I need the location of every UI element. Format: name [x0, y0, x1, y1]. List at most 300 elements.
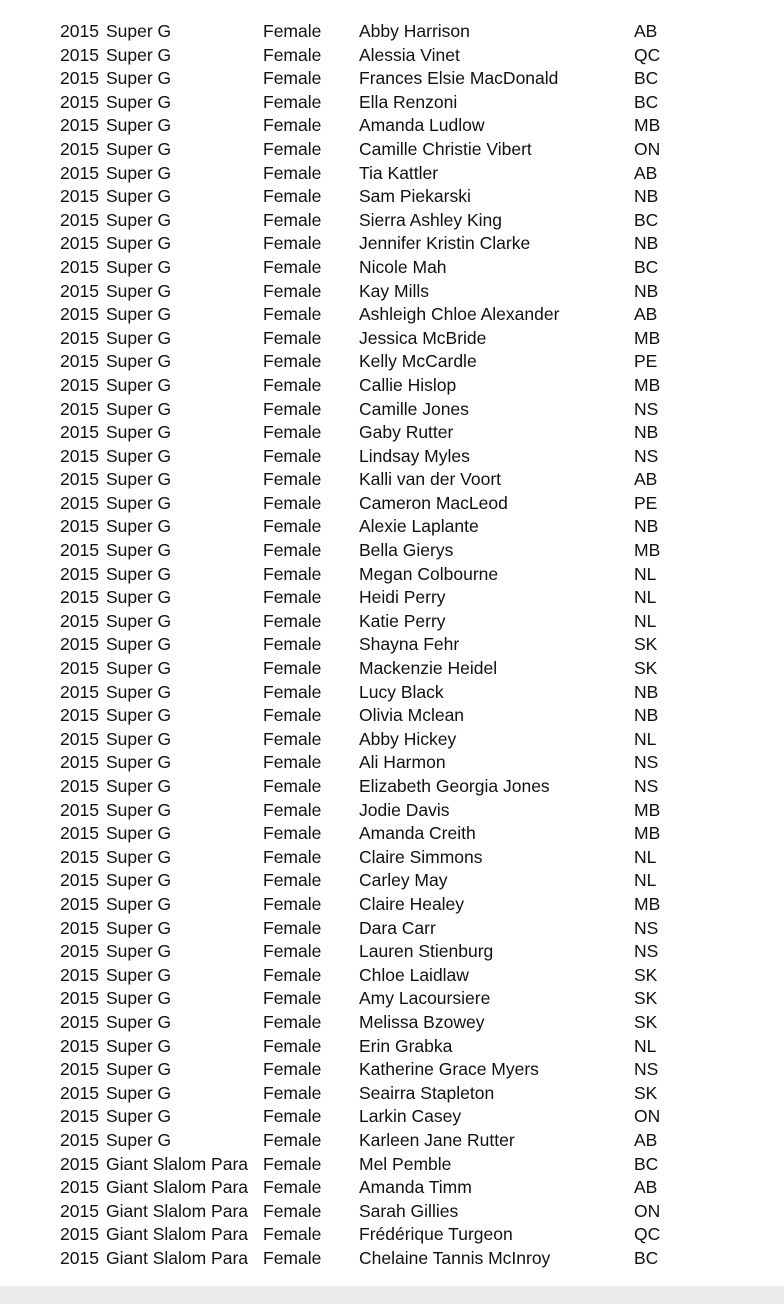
gender-cell: Female	[263, 162, 322, 183]
event-cell: Super G	[106, 304, 172, 325]
athlete-name-cell: Claire Healey	[359, 893, 465, 914]
athlete-name-cell: Kelly McCardle	[359, 351, 477, 372]
gender-cell: Female	[263, 1177, 322, 1198]
province-cell: PE	[634, 351, 658, 372]
athlete-name-cell: Heidi Perry	[359, 587, 446, 608]
athlete-name-cell: Alessia Vinet	[359, 44, 460, 65]
gender-cell: Female	[263, 587, 322, 608]
table-row	[0, 704, 784, 728]
province-cell: MB	[634, 115, 661, 136]
event-cell: Super G	[106, 893, 172, 914]
province-cell: AB	[634, 469, 658, 490]
table-row	[0, 657, 784, 681]
province-cell: NB	[634, 705, 659, 726]
event-cell: Giant Slalom Para	[106, 1153, 249, 1174]
table-row	[0, 445, 784, 469]
table-row	[0, 964, 784, 988]
athlete-name-cell: Carley May	[359, 870, 448, 891]
athlete-name-cell: Abby Harrison	[359, 21, 470, 41]
province-cell: MB	[634, 540, 661, 561]
athlete-name-cell: Frances Elsie MacDonald	[359, 68, 559, 89]
year-cell: 2015	[60, 398, 99, 419]
year-cell: 2015	[60, 1106, 99, 1127]
table-row	[0, 114, 784, 138]
event-cell: Super G	[106, 21, 172, 41]
gender-cell: Female	[263, 1059, 322, 1080]
province-cell: NS	[634, 1059, 659, 1080]
province-cell: NS	[634, 752, 659, 773]
event-cell: Super G	[106, 728, 172, 749]
event-cell: Super G	[106, 1059, 172, 1080]
gender-cell: Female	[263, 115, 322, 136]
event-cell: Super G	[106, 1106, 172, 1127]
province-cell: NL	[634, 846, 657, 867]
province-cell: NL	[634, 563, 657, 584]
athlete-name-cell: Cameron MacLeod	[359, 492, 508, 513]
gender-cell: Female	[263, 917, 322, 938]
table-row	[0, 775, 784, 799]
table-row	[0, 987, 784, 1011]
table-row	[0, 681, 784, 705]
athlete-name-cell: Shayna Fehr	[359, 634, 460, 655]
athlete-name-cell: Larkin Casey	[359, 1106, 462, 1127]
event-cell: Super G	[106, 209, 172, 230]
province-cell: NL	[634, 728, 657, 749]
province-cell: NB	[634, 280, 659, 301]
table-row	[0, 610, 784, 634]
year-cell: 2015	[60, 327, 99, 348]
table-row	[0, 162, 784, 186]
event-cell: Super G	[106, 799, 172, 820]
province-cell: QC	[634, 44, 661, 65]
athlete-name-cell: Sierra Ashley King	[359, 209, 502, 230]
year-cell: 2015	[60, 209, 99, 230]
table-row	[0, 539, 784, 563]
province-cell: NB	[634, 516, 659, 537]
year-cell: 2015	[60, 422, 99, 443]
gender-cell: Female	[263, 1247, 322, 1268]
province-cell: AB	[634, 162, 658, 183]
province-cell: AB	[634, 1129, 658, 1150]
gender-cell: Female	[263, 44, 322, 65]
gender-cell: Female	[263, 1082, 322, 1103]
athlete-name-cell: Nicole Mah	[359, 256, 447, 277]
gender-cell: Female	[263, 280, 322, 301]
gender-cell: Female	[263, 398, 322, 419]
table-row	[0, 138, 784, 162]
athlete-name-cell: Elizabeth Georgia Jones	[359, 776, 550, 796]
table-row	[0, 1176, 784, 1200]
athlete-name-cell: Gaby Rutter	[359, 422, 454, 443]
athlete-name-cell: Chloe Laidlaw	[359, 964, 469, 985]
province-cell: BC	[634, 1153, 659, 1174]
table-row	[0, 209, 784, 233]
province-cell: MB	[634, 374, 661, 395]
gender-cell: Female	[263, 705, 322, 726]
table-row	[0, 374, 784, 398]
event-cell: Super G	[106, 846, 172, 867]
athlete-name-cell: Katie Perry	[359, 610, 446, 631]
event-cell: Super G	[106, 1129, 172, 1150]
athlete-name-cell: Tia Kattler	[359, 162, 439, 183]
province-cell: NB	[634, 681, 659, 702]
event-cell: Super G	[106, 327, 172, 348]
table-row	[0, 1058, 784, 1082]
year-cell: 2015	[60, 1177, 99, 1198]
table-row	[0, 869, 784, 893]
province-cell: ON	[634, 138, 661, 159]
event-cell: Super G	[106, 988, 172, 1009]
gender-cell: Female	[263, 1129, 322, 1150]
province-cell: NL	[634, 1035, 657, 1056]
province-cell: NS	[634, 941, 659, 962]
table-row	[0, 1223, 784, 1247]
table-row	[0, 728, 784, 752]
athlete-name-cell: Katherine Grace Myers	[359, 1059, 539, 1080]
year-cell: 2015	[60, 941, 99, 962]
year-cell: 2015	[60, 492, 99, 513]
athlete-name-cell: Amanda Creith	[359, 823, 476, 844]
table-row	[0, 20, 784, 44]
gender-cell: Female	[263, 327, 322, 348]
event-cell: Super G	[106, 540, 172, 561]
table-row	[0, 468, 784, 492]
athlete-name-cell: Amanda Ludlow	[359, 115, 485, 136]
year-cell: 2015	[60, 870, 99, 891]
year-cell: 2015	[60, 658, 99, 679]
table-row	[0, 91, 784, 115]
event-cell: Super G	[106, 422, 172, 443]
athlete-name-cell: Olivia Mclean	[359, 705, 465, 726]
table-row	[0, 940, 784, 964]
athlete-name-cell: Chelaine Tannis McInroy	[359, 1247, 551, 1268]
athlete-name-cell: Jennifer Kristin Clarke	[359, 233, 531, 254]
table-row	[0, 185, 784, 209]
athlete-name-cell: Camille Jones	[359, 398, 469, 419]
table-row	[0, 232, 784, 256]
event-cell: Super G	[106, 964, 172, 985]
event-cell: Super G	[106, 1011, 172, 1032]
gender-cell: Female	[263, 681, 322, 702]
gender-cell: Female	[263, 893, 322, 914]
athlete-name-cell: Melissa Bzowey	[359, 1011, 485, 1032]
event-cell: Super G	[106, 941, 172, 962]
province-cell: SK	[634, 1011, 658, 1032]
year-cell: 2015	[60, 374, 99, 395]
gender-cell: Female	[263, 540, 322, 561]
year-cell: 2015	[60, 917, 99, 938]
table-row	[0, 563, 784, 587]
athlete-name-cell: Camille Christie Vibert	[359, 138, 532, 159]
year-cell: 2015	[60, 893, 99, 914]
event-cell: Super G	[106, 752, 172, 773]
year-cell: 2015	[60, 1200, 99, 1221]
athlete-name-cell: Jessica McBride	[359, 327, 487, 348]
year-cell: 2015	[60, 846, 99, 867]
athlete-name-cell: Erin Grabka	[359, 1035, 453, 1056]
event-cell: Super G	[106, 445, 172, 466]
year-cell: 2015	[60, 1129, 99, 1150]
gender-cell: Female	[263, 776, 322, 796]
province-cell: BC	[634, 256, 659, 277]
gender-cell: Female	[263, 823, 322, 844]
gender-cell: Female	[263, 634, 322, 655]
gender-cell: Female	[263, 233, 322, 254]
event-cell: Super G	[106, 138, 172, 159]
athlete-name-cell: Kay Mills	[359, 280, 430, 301]
event-cell: Super G	[106, 917, 172, 938]
year-cell: 2015	[60, 256, 99, 277]
table-row	[0, 44, 784, 68]
gender-cell: Female	[263, 138, 322, 159]
event-cell: Super G	[106, 186, 172, 207]
year-cell: 2015	[60, 280, 99, 301]
table-row	[0, 1082, 784, 1106]
athlete-name-cell: Karleen Jane Rutter	[359, 1129, 515, 1150]
athlete-name-cell: Lindsay Myles	[359, 445, 470, 466]
year-cell: 2015	[60, 44, 99, 65]
athlete-name-cell: Frédérique Turgeon	[359, 1224, 513, 1245]
province-cell: BC	[634, 1247, 659, 1268]
province-cell: NS	[634, 445, 659, 466]
province-cell: PE	[634, 492, 658, 513]
province-cell: BC	[634, 68, 659, 89]
province-cell: MB	[634, 327, 661, 348]
athlete-name-cell: Mackenzie Heidel	[359, 658, 498, 679]
table-row	[0, 822, 784, 846]
athlete-name-cell: Dara Carr	[359, 917, 436, 938]
athlete-name-cell: Amanda Timm	[359, 1177, 472, 1198]
year-cell: 2015	[60, 776, 99, 796]
table-row	[0, 515, 784, 539]
table-row	[0, 1247, 784, 1271]
table-row	[0, 1011, 784, 1035]
event-cell: Super G	[106, 469, 172, 490]
gender-cell: Female	[263, 1200, 322, 1221]
athlete-name-cell: Jodie Davis	[359, 799, 450, 820]
province-cell: ON	[634, 1200, 661, 1221]
gender-cell: Female	[263, 870, 322, 891]
gender-cell: Female	[263, 422, 322, 443]
gender-cell: Female	[263, 516, 322, 537]
year-cell: 2015	[60, 1082, 99, 1103]
event-cell: Super G	[106, 658, 172, 679]
gender-cell: Female	[263, 469, 322, 490]
event-cell: Super G	[106, 398, 172, 419]
year-cell: 2015	[60, 233, 99, 254]
province-cell: AB	[634, 21, 658, 41]
gender-cell: Female	[263, 21, 322, 41]
province-cell: MB	[634, 823, 661, 844]
province-cell: NB	[634, 186, 659, 207]
gender-cell: Female	[263, 445, 322, 466]
province-cell: NL	[634, 587, 657, 608]
athlete-name-cell: Ella Renzoni	[359, 91, 458, 112]
event-cell: Super G	[106, 705, 172, 726]
province-cell: MB	[634, 893, 661, 914]
athlete-name-cell: Alexie Laplante	[359, 516, 479, 537]
table-row	[0, 633, 784, 657]
gender-cell: Female	[263, 374, 322, 395]
year-cell: 2015	[60, 186, 99, 207]
year-cell: 2015	[60, 1247, 99, 1268]
gender-cell: Female	[263, 1011, 322, 1032]
athlete-name-cell: Kalli van der Voort	[359, 469, 502, 490]
gender-cell: Female	[263, 209, 322, 230]
year-cell: 2015	[60, 304, 99, 325]
year-cell: 2015	[60, 138, 99, 159]
year-cell: 2015	[60, 752, 99, 773]
event-cell: Super G	[106, 351, 172, 372]
year-cell: 2015	[60, 705, 99, 726]
province-cell: NL	[634, 610, 657, 631]
event-cell: Super G	[106, 1082, 172, 1103]
event-cell: Super G	[106, 256, 172, 277]
province-cell: NL	[634, 870, 657, 891]
year-cell: 2015	[60, 91, 99, 112]
gender-cell: Female	[263, 1224, 322, 1245]
table-row	[0, 67, 784, 91]
athlete-name-cell: Amy Lacoursiere	[359, 988, 491, 1009]
gender-cell: Female	[263, 351, 322, 372]
table-row	[0, 1105, 784, 1129]
results-list	[0, 20, 784, 1270]
table-row	[0, 1200, 784, 1224]
event-cell: Super G	[106, 91, 172, 112]
event-cell: Super G	[106, 870, 172, 891]
province-cell: BC	[634, 91, 659, 112]
athlete-name-cell: Lucy Black	[359, 681, 444, 702]
province-cell: ON	[634, 1106, 661, 1127]
gender-cell: Female	[263, 846, 322, 867]
event-cell: Super G	[106, 823, 172, 844]
province-cell: BC	[634, 209, 659, 230]
event-cell: Super G	[106, 280, 172, 301]
event-cell: Giant Slalom Para	[106, 1224, 249, 1245]
year-cell: 2015	[60, 964, 99, 985]
year-cell: 2015	[60, 1059, 99, 1080]
gender-cell: Female	[263, 186, 322, 207]
athlete-name-cell: Ali Harmon	[359, 752, 446, 773]
gender-cell: Female	[263, 68, 322, 89]
province-cell: NB	[634, 233, 659, 254]
table-row	[0, 398, 784, 422]
province-cell: QC	[634, 1224, 661, 1245]
gender-cell: Female	[263, 752, 322, 773]
event-cell: Super G	[106, 162, 172, 183]
athlete-name-cell: Bella Gierys	[359, 540, 454, 561]
year-cell: 2015	[60, 68, 99, 89]
province-cell: SK	[634, 634, 658, 655]
year-cell: 2015	[60, 1224, 99, 1245]
athlete-name-cell: Mel Pemble	[359, 1153, 452, 1174]
province-cell: NS	[634, 917, 659, 938]
year-cell: 2015	[60, 1011, 99, 1032]
year-cell: 2015	[60, 823, 99, 844]
table-row	[0, 256, 784, 280]
event-cell: Super G	[106, 374, 172, 395]
event-cell: Super G	[106, 492, 172, 513]
province-cell: NS	[634, 776, 659, 796]
province-cell: NS	[634, 398, 659, 419]
athlete-name-cell: Sam Piekarski	[359, 186, 471, 207]
gender-cell: Female	[263, 799, 322, 820]
event-cell: Super G	[106, 681, 172, 702]
gender-cell: Female	[263, 304, 322, 325]
athlete-name-cell: Megan Colbourne	[359, 563, 499, 584]
table-row	[0, 421, 784, 445]
athlete-name-cell: Sarah Gillies	[359, 1200, 459, 1221]
year-cell: 2015	[60, 563, 99, 584]
event-cell: Super G	[106, 634, 172, 655]
year-cell: 2015	[60, 610, 99, 631]
table-row	[0, 492, 784, 516]
table-row	[0, 586, 784, 610]
year-cell: 2015	[60, 728, 99, 749]
table-row	[0, 893, 784, 917]
gender-cell: Female	[263, 1153, 322, 1174]
event-cell: Giant Slalom Para	[106, 1200, 249, 1221]
event-cell: Super G	[106, 587, 172, 608]
athlete-name-cell: Claire Simmons	[359, 846, 483, 867]
year-cell: 2015	[60, 469, 99, 490]
gender-cell: Female	[263, 964, 322, 985]
gender-cell: Female	[263, 988, 322, 1009]
year-cell: 2015	[60, 1035, 99, 1056]
year-cell: 2015	[60, 162, 99, 183]
province-cell: AB	[634, 1177, 658, 1198]
event-cell: Super G	[106, 563, 172, 584]
table-row	[0, 350, 784, 374]
gender-cell: Female	[263, 563, 322, 584]
province-cell: SK	[634, 964, 658, 985]
province-cell: SK	[634, 988, 658, 1009]
gender-cell: Female	[263, 1106, 322, 1127]
table-row	[0, 799, 784, 823]
table-row	[0, 1035, 784, 1059]
gender-cell: Female	[263, 658, 322, 679]
table-row	[0, 751, 784, 775]
year-cell: 2015	[60, 1153, 99, 1174]
year-cell: 2015	[60, 445, 99, 466]
province-cell: SK	[634, 658, 658, 679]
gender-cell: Female	[263, 728, 322, 749]
gender-cell: Female	[263, 610, 322, 631]
table-row	[0, 846, 784, 870]
table-row	[0, 280, 784, 304]
event-cell: Giant Slalom Para	[106, 1247, 249, 1268]
event-cell: Super G	[106, 516, 172, 537]
year-cell: 2015	[60, 21, 99, 41]
athlete-name-cell: Ashleigh Chloe Alexander	[359, 304, 560, 325]
province-cell: MB	[634, 799, 661, 820]
table-row	[0, 303, 784, 327]
year-cell: 2015	[60, 681, 99, 702]
year-cell: 2015	[60, 587, 99, 608]
gender-cell: Female	[263, 492, 322, 513]
event-cell: Super G	[106, 610, 172, 631]
year-cell: 2015	[60, 799, 99, 820]
gender-cell: Female	[263, 91, 322, 112]
event-cell: Super G	[106, 68, 172, 89]
year-cell: 2015	[60, 351, 99, 372]
year-cell: 2015	[60, 516, 99, 537]
event-cell: Super G	[106, 44, 172, 65]
year-cell: 2015	[60, 634, 99, 655]
year-cell: 2015	[60, 540, 99, 561]
province-cell: AB	[634, 304, 658, 325]
gender-cell: Female	[263, 941, 322, 962]
